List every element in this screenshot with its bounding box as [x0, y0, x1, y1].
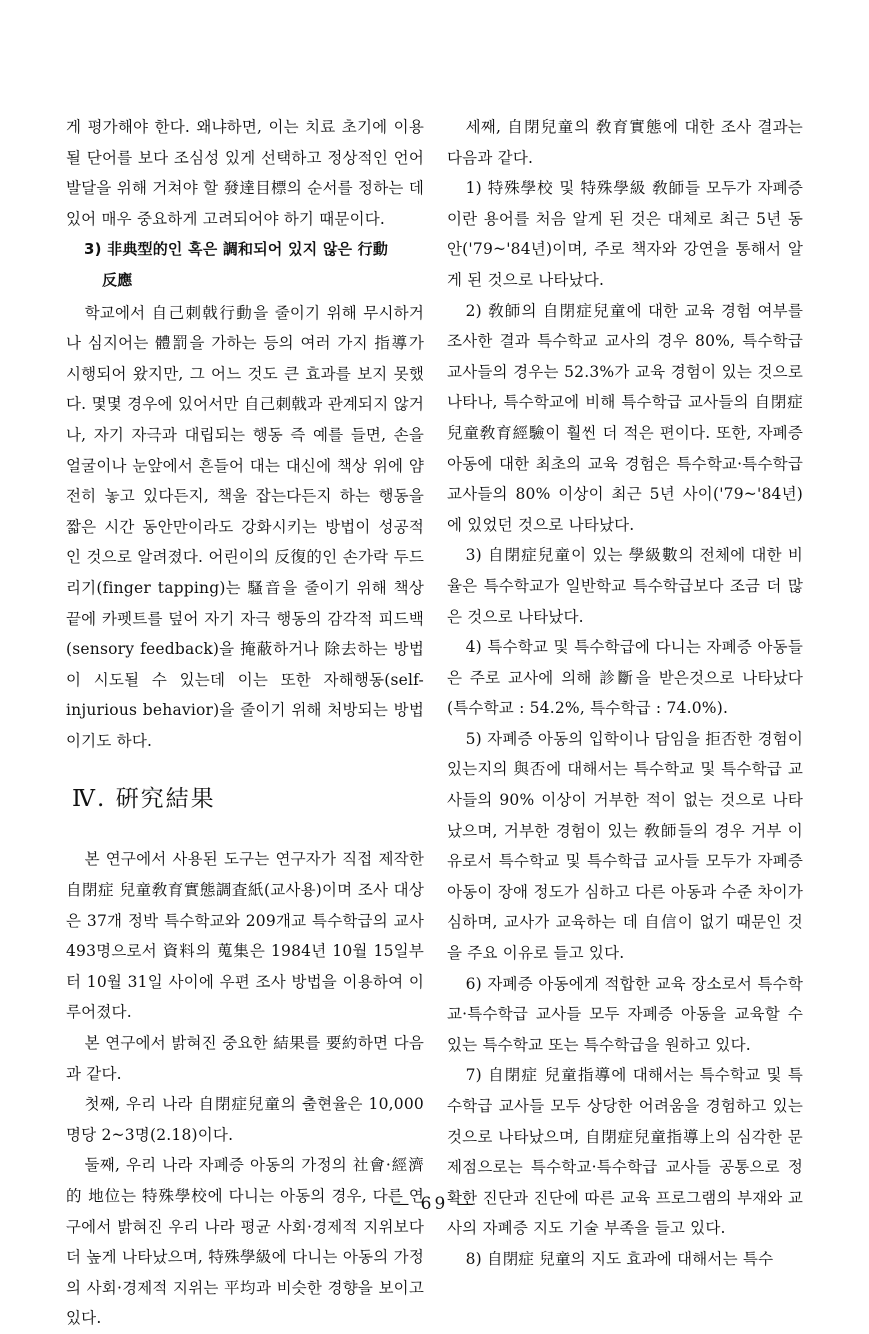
paragraph: 게 평가해야 한다. 왜냐하면, 이는 치료 초기에 이용될 단어를 보다 조심성 있게 선택하고 정상적인 언어 발달을 위해 거쳐야 할 發達目標의 순서를 정하는 데 있어 매우 중요하게 고려되어야 하기 때문이다. [66, 118, 424, 228]
list-item: 6) 자폐증 아동에게 적합한 교육 장소로서 특수학교·특수학급 교사들 모두 자폐증 아동을 교육할 수 있는 특수학교 또는 특수학급을 원하고 있다. [447, 974, 803, 1054]
right-column [447, 112, 803, 1275]
list-item: 1) 特殊學校 및 特殊學級 敎師들 모두가 자폐증이란 용어를 처음 알게 된 것은 대체로 최근 5년 동안('79~'84년)이며, 주로 책자와 강연을 통해서 알게 된 것으로 나타났다. [447, 179, 803, 289]
list-item: 5) 자폐증 아동의 입학이나 담임을 拒否한 경험이 있는지의 與否에 대해서는 특수학교 및 특수학급 교사들의 90% 이상이 거부한 적이 없는 것으로 나타났으며, 거부한 경험이 있는 敎師들의 경우 거부 이유로서 특수학교 및 특수학급 교사들 모두가 자폐증 아동이 장애 정도가 심하고 다른 아동과 수준 차이가 심하며, 교사가 교육하는 데 自信이 없기 때문인 것을 주요 이유로 들고 있다. [447, 729, 803, 963]
list-item: 7) 自閉症 兒童指導에 대해서는 특수학교 및 특수학급 교사들 모두 상당한 어려움을 경험하고 있는 것으로 나타났으며, 自閉症兒童指導上의 심각한 문제점으로는 특수학교·특수학급 교사들 공통으로 정확한 진단과 진단에 따른 교육 프로그램의 부재와 교사의 자폐증 지도 기술 부족을 들고 있다. [447, 1066, 803, 1238]
paragraph: 세째, 自閉兒童의 敎育實態에 대한 조사 결과는 다음과 같다. [447, 118, 803, 167]
list-item: 4) 특수학교 및 특수학급에 다니는 자폐증 아동들은 주로 교사에 의해 診斷을 받은것으로 나타났다(특수학교 : 54.2%, 특수학급 : 74.0%). [447, 638, 803, 718]
page-number: — 69 — [392, 1194, 477, 1214]
paragraph: 본 연구에서 사용된 도구는 연구자가 직접 제작한 自閉症 兒童敎育實態調査紙(교사용)이며 조사 대상은 37개 정박 특수학교와 209개교 특수학급의 교사 493명으로서 資料의 蒐集은 1984년 10월 15일부터 10월 31일 사이에 우편 조사 방법을 이용하여 이루어졌다. [66, 850, 424, 1022]
section-title: Ⅳ. 硏究結果 [72, 786, 216, 813]
paragraph: 학교에서 自己刺戟行動을 줄이기 위해 무시하거나 심지어는 體罰을 가하는 등의 여러 가지 指導가 시행되어 왔지만, 그 어느 것도 큰 효과를 보지 못했다. 몇몇 경우에 있어서만 自己刺戟과 관계되지 않거나, 자기 자극과 대립되는 행동 즉 예를 들면, 손을 얼굴이나 눈앞에서 흔들어 대는 대신에 책상 위에 얌전히 놓고 있다든지, 책울 잡는다든지 하는 행동을 짧은 시간 동안만이라도 강화시키는 방법이 성공적인 것으로 알려졌다. 어린이의 反復的인 손가락 두드리기(finger tapping)는 騷音을 줄이기 위해 책상 끝에 카펫트를 덮어 자기 자극 행동의 감각적 피드백(sensory feedback)을 掩蔽하거나 除去하는 방법이 시도될 수 있는데 이는 또한 자해행동(self-injurious behavior)을 줄이기 위해 처방되는 방법이기도 하다. [66, 303, 424, 750]
paragraph: 둘째, 우리 나라 자폐증 아동의 가정의 社會·經濟的 地位는 特殊學校에 다니는 아동의 경우, 다른 연구에서 밝혀진 우리 나라 평균 사회·경제적 지위보다 더 높게 나타났으며, 特殊學級에 다니는 아동의 가정의 사회·경제적 지위는 平均과 비슷한 경향을 보이고 있다. [66, 1156, 424, 1328]
paragraph: 첫째, 우리 나라 自閉症兒童의 출현율은 10,000명당 2~3명(2.18)이다. [66, 1095, 424, 1144]
subheading: 3) 非典型的인 혹은 調和되어 있지 않은 行動 [84, 240, 389, 259]
list-item: 2) 敎師의 自閉症兒童에 대한 교육 경험 여부를 조사한 결과 특수학교 교사의 경우 80%, 특수학급 교사들의 경우는 52.3%가 교육 경험이 있는 것으로 나타나, 특수학교에 비해 특수학급 교사들의 自閉症 兒童敎育經驗이 훨씬 더 적은 편이다. 또한, 자폐증 아동에 대한 최초의 교육 경험은 특수학교·특수학급 교사들의 80% 이상이 최근 5년 사이('79~'84년)에 있었던 것으로 나타났다. [447, 301, 803, 534]
subheading-continuation: 反應 [102, 270, 133, 289]
list-item: 3) 自閉症兒童이 있는 學級數의 전체에 대한 비율은 특수학교가 일반학교 특수학급보다 조금 더 많은 것으로 나타났다. [447, 546, 803, 626]
list-item: 8) 自閉症 兒童의 지도 효과에 대해서는 특수 [465, 1249, 774, 1268]
left-column [66, 112, 424, 1334]
paragraph: 본 연구에서 밝혀진 중요한 結果를 要約하면 다음과 같다. [66, 1034, 424, 1083]
